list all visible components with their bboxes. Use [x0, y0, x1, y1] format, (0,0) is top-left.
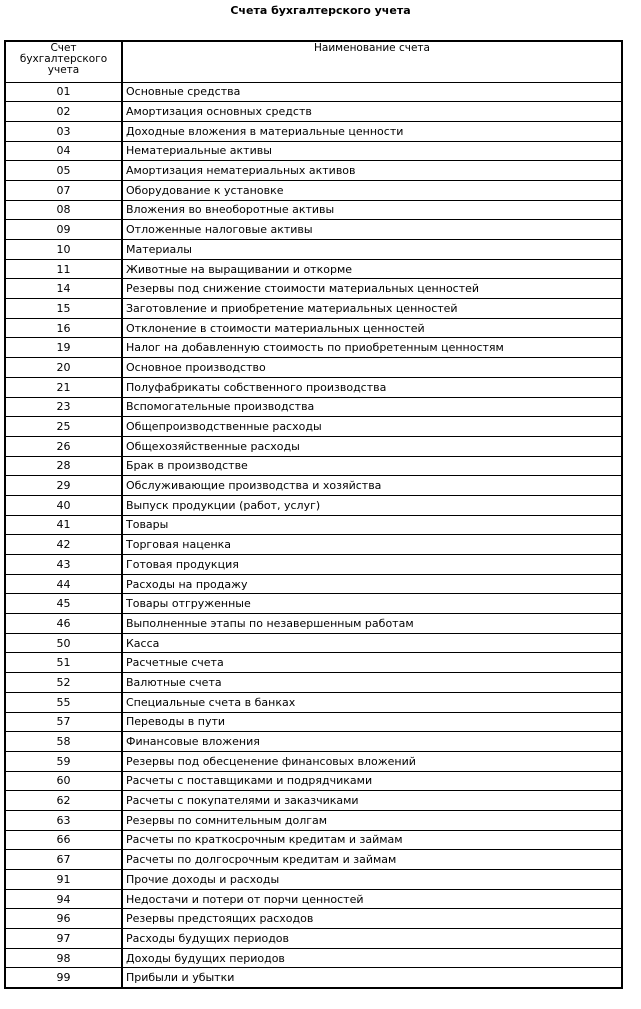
- table-row: [5, 535, 622, 555]
- account-name: Расчеты с покупателями и заказчиками: [122, 791, 622, 811]
- account-name: Прочие доходы и расходы: [122, 870, 622, 890]
- account-name: Расходы на продажу: [122, 574, 622, 594]
- column-header-account-name: Наименование счета: [122, 41, 622, 82]
- account-name: Расчеты по краткосрочным кредитам и займам: [122, 830, 622, 850]
- account-name: Брак в производстве: [122, 456, 622, 476]
- table-row: [5, 653, 622, 673]
- account-name: Амортизация нематериальных активов: [122, 161, 622, 181]
- account-code: 62: [5, 791, 122, 811]
- account-code: 66: [5, 830, 122, 850]
- table-row: [5, 161, 622, 181]
- table-row: [5, 220, 622, 240]
- account-name: Готовая продукция: [122, 555, 622, 575]
- table-row: [5, 594, 622, 614]
- account-code: 46: [5, 614, 122, 634]
- account-code: 21: [5, 377, 122, 397]
- account-name: Выполненные этапы по незавершенным работам: [122, 614, 622, 634]
- account-name: Резервы под обесценение финансовых вложений: [122, 751, 622, 771]
- account-name: Товары: [122, 515, 622, 535]
- account-code: 15: [5, 299, 122, 319]
- account-name: Основные средства: [122, 82, 622, 102]
- table-row: [5, 633, 622, 653]
- table-row: [5, 771, 622, 791]
- account-code: 09: [5, 220, 122, 240]
- account-code: 40: [5, 495, 122, 515]
- account-name: Переводы в пути: [122, 712, 622, 732]
- table-row: [5, 102, 622, 122]
- table-row: [5, 830, 622, 850]
- account-name: Амортизация основных средств: [122, 102, 622, 122]
- table-row: [5, 436, 622, 456]
- account-name: Расчетные счета: [122, 653, 622, 673]
- account-code: 03: [5, 121, 122, 141]
- account-name: Нематериальные активы: [122, 141, 622, 161]
- account-code: 10: [5, 240, 122, 260]
- table-row: [5, 259, 622, 279]
- table-row: [5, 338, 622, 358]
- table-row: [5, 929, 622, 949]
- table-row: [5, 968, 622, 988]
- account-name: Основное производство: [122, 358, 622, 378]
- table-row: [5, 810, 622, 830]
- table-row: [5, 555, 622, 575]
- account-code: 51: [5, 653, 122, 673]
- account-code: 29: [5, 476, 122, 496]
- account-code: 63: [5, 810, 122, 830]
- table-row: [5, 318, 622, 338]
- table-row: [5, 850, 622, 870]
- account-code: 58: [5, 732, 122, 752]
- account-code: 97: [5, 929, 122, 949]
- account-code: 55: [5, 692, 122, 712]
- account-code: 57: [5, 712, 122, 732]
- account-name: Недостачи и потери от порчи ценностей: [122, 889, 622, 909]
- table-row: [5, 751, 622, 771]
- account-code: 59: [5, 751, 122, 771]
- accounts-table: [4, 40, 623, 989]
- table-row: [5, 574, 622, 594]
- account-code: 20: [5, 358, 122, 378]
- account-code: 01: [5, 82, 122, 102]
- account-name: Резервы по сомнительным долгам: [122, 810, 622, 830]
- table-row: [5, 948, 622, 968]
- table-row: [5, 909, 622, 929]
- account-code: 96: [5, 909, 122, 929]
- account-code: 44: [5, 574, 122, 594]
- table-row: [5, 82, 622, 102]
- account-code: 14: [5, 279, 122, 299]
- table-row: [5, 889, 622, 909]
- account-code: 42: [5, 535, 122, 555]
- table-row: [5, 299, 622, 319]
- account-code: 60: [5, 771, 122, 791]
- account-code: 41: [5, 515, 122, 535]
- account-code: 98: [5, 948, 122, 968]
- account-name: Налог на добавленную стоимость по приобретенным ценностям: [122, 338, 622, 358]
- account-name: Доходные вложения в материальные ценности: [122, 121, 622, 141]
- table-row: [5, 377, 622, 397]
- account-name: Товары отгруженные: [122, 594, 622, 614]
- account-code: 19: [5, 338, 122, 358]
- account-code: 67: [5, 850, 122, 870]
- account-name: Расходы будущих периодов: [122, 929, 622, 949]
- account-name: Резервы под снижение стоимости материальных ценностей: [122, 279, 622, 299]
- account-name: Специальные счета в банках: [122, 692, 622, 712]
- table-row: [5, 791, 622, 811]
- account-code: 52: [5, 673, 122, 693]
- table-row: [5, 515, 622, 535]
- account-name: Животные на выращивании и откорме: [122, 259, 622, 279]
- table-row: [5, 200, 622, 220]
- table-row: [5, 456, 622, 476]
- account-name: Валютные счета: [122, 673, 622, 693]
- table-row: [5, 121, 622, 141]
- table-header: [5, 41, 622, 82]
- account-name: Вспомогательные производства: [122, 397, 622, 417]
- table-body: [5, 82, 622, 988]
- account-name: Общехозяйственные расходы: [122, 436, 622, 456]
- account-name: Отклонение в стоимости материальных ценностей: [122, 318, 622, 338]
- account-name: Резервы предстоящих расходов: [122, 909, 622, 929]
- account-name: Финансовые вложения: [122, 732, 622, 752]
- account-code: 11: [5, 259, 122, 279]
- account-code: 91: [5, 870, 122, 890]
- account-name: Оборудование к установке: [122, 180, 622, 200]
- account-code: 04: [5, 141, 122, 161]
- account-code: 02: [5, 102, 122, 122]
- table-row: [5, 712, 622, 732]
- account-name: Полуфабрикаты собственного производства: [122, 377, 622, 397]
- account-name: Прибыли и убытки: [122, 968, 622, 988]
- account-name: Обслуживающие производства и хозяйства: [122, 476, 622, 496]
- table-row: [5, 673, 622, 693]
- table-row: [5, 358, 622, 378]
- account-code: 94: [5, 889, 122, 909]
- table-row: [5, 692, 622, 712]
- table-row: [5, 495, 622, 515]
- account-code: 28: [5, 456, 122, 476]
- account-name: Общепроизводственные расходы: [122, 417, 622, 437]
- account-code: 05: [5, 161, 122, 181]
- table-row: [5, 141, 622, 161]
- account-name: Отложенные налоговые активы: [122, 220, 622, 240]
- table-row: [5, 240, 622, 260]
- table-row: [5, 870, 622, 890]
- account-name: Выпуск продукции (работ, услуг): [122, 495, 622, 515]
- account-name: Доходы будущих периодов: [122, 948, 622, 968]
- account-name: Торговая наценка: [122, 535, 622, 555]
- table-row: [5, 476, 622, 496]
- account-name: Заготовление и приобретение материальных ценностей: [122, 299, 622, 319]
- account-name: Вложения во внеоборотные активы: [122, 200, 622, 220]
- account-code: 08: [5, 200, 122, 220]
- document-title: Счета бухгалтерского учета: [230, 4, 411, 17]
- table-row: [5, 180, 622, 200]
- account-code: 99: [5, 968, 122, 988]
- account-code: 45: [5, 594, 122, 614]
- account-code: 25: [5, 417, 122, 437]
- table-row: [5, 417, 622, 437]
- table-row: [5, 397, 622, 417]
- account-name: Касса: [122, 633, 622, 653]
- account-name: Расчеты с поставщиками и подрядчиками: [122, 771, 622, 791]
- account-code: 26: [5, 436, 122, 456]
- account-code: 50: [5, 633, 122, 653]
- column-header-account-code: Счет бухгалтерского учета: [5, 41, 122, 82]
- account-code: 16: [5, 318, 122, 338]
- table-row: [5, 614, 622, 634]
- account-code: 43: [5, 555, 122, 575]
- account-code: 07: [5, 180, 122, 200]
- account-name: Материалы: [122, 240, 622, 260]
- table-row: [5, 279, 622, 299]
- account-code: 23: [5, 397, 122, 417]
- table-row: [5, 732, 622, 752]
- header-row: [5, 41, 622, 82]
- account-name: Расчеты по долгосрочным кредитам и займам: [122, 850, 622, 870]
